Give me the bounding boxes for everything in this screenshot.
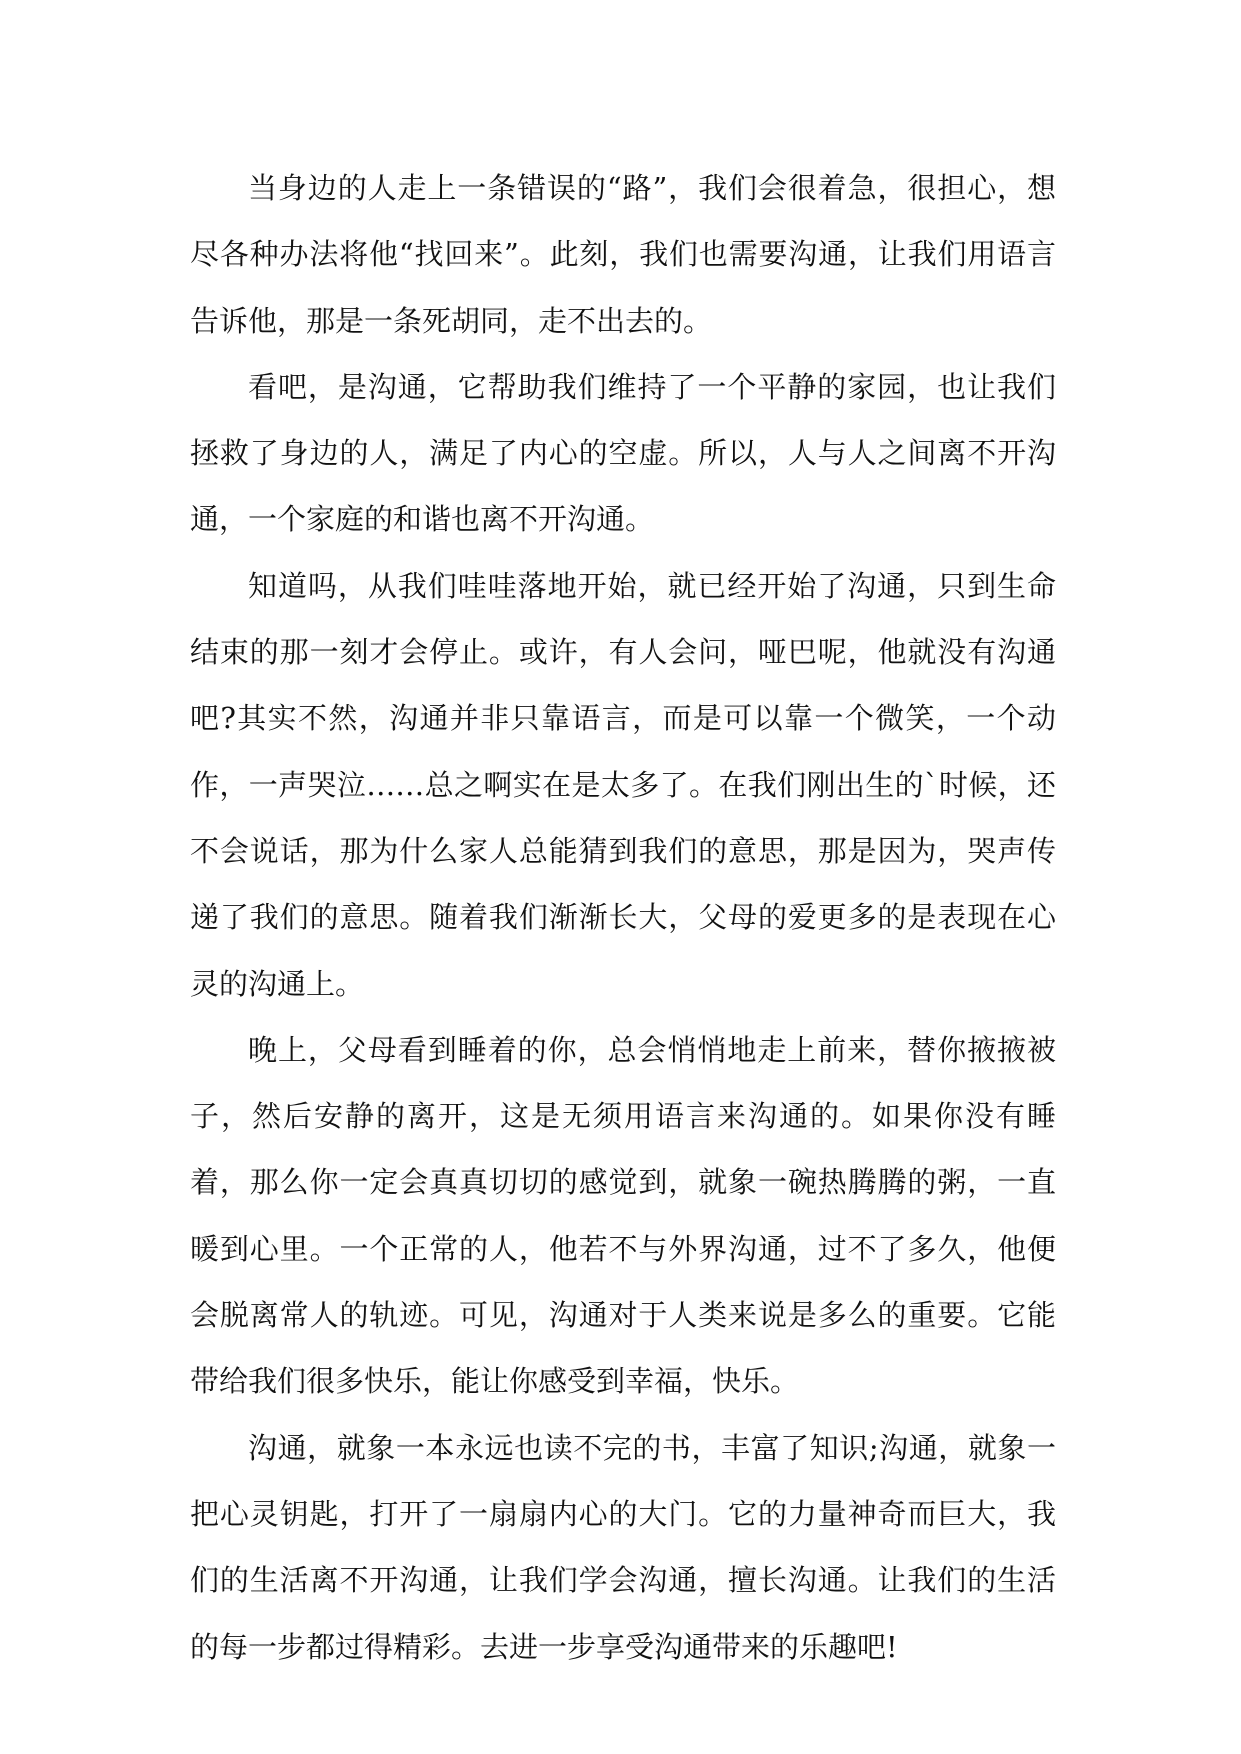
paragraph-1: 当身边的人走上一条错误的“路”，我们会很着急，很担心，想尽各种办法将他“找回来”。此刻，我们也需要沟通，让我们用语言告诉他，那是一条死胡同，走不出去的。 — [190, 171, 1056, 338]
paragraph-4: 晚上，父母看到睡着的你，总会悄悄地走上前来，替你掖掖被子，然后安静的离开，这是无须用语言来沟通的。如果你没有睡着，那么你一定会真真切切的感觉到，就象一碗热腾腾的粥，一直暖到心里。一个正常的人，他若不与外界沟通，过不了多久，他便会脱离常人的轨迹。可见，沟通对于人类来说是多么的重要。它能带给我们很多快乐，能让你感受到幸福，快乐。 — [190, 1032, 1056, 1399]
document-body — [190, 155, 1056, 1680]
paragraph-3: 知道吗，从我们哇哇落地开始，就已经开始了沟通，只到生命结束的那一刻才会停止。或许，有人会问，哑巴呢，他就没有沟通吧?其实不然，沟通并非只靠语言，而是可以靠一个微笑，一个动作，一声哭泣……总之啊实在是太多了。在我们刚出生的`时候，还不会说话，那为什么家人总能猜到我们的意思，那是因为，哭声传递了我们的意思。随着我们渐渐长大，父母的爱更多的是表现在心灵的沟通上。 — [190, 568, 1056, 1001]
paragraph-5: 沟通，就象一本永远也读不完的书，丰富了知识;沟通，就象一把心灵钥匙，打开了一扇扇内心的大门。它的力量神奇而巨大，我们的生活离不开沟通，让我们学会沟通，擅长沟通。让我们的生活的每一步都过得精彩。去进一步享受沟通带来的乐趣吧! — [190, 1430, 1056, 1664]
paragraph-2: 看吧，是沟通，它帮助我们维持了一个平静的家园，也让我们拯救了身边的人，满足了内心的空虚。所以，人与人之间离不开沟通，一个家庭的和谐也离不开沟通。 — [190, 369, 1056, 537]
